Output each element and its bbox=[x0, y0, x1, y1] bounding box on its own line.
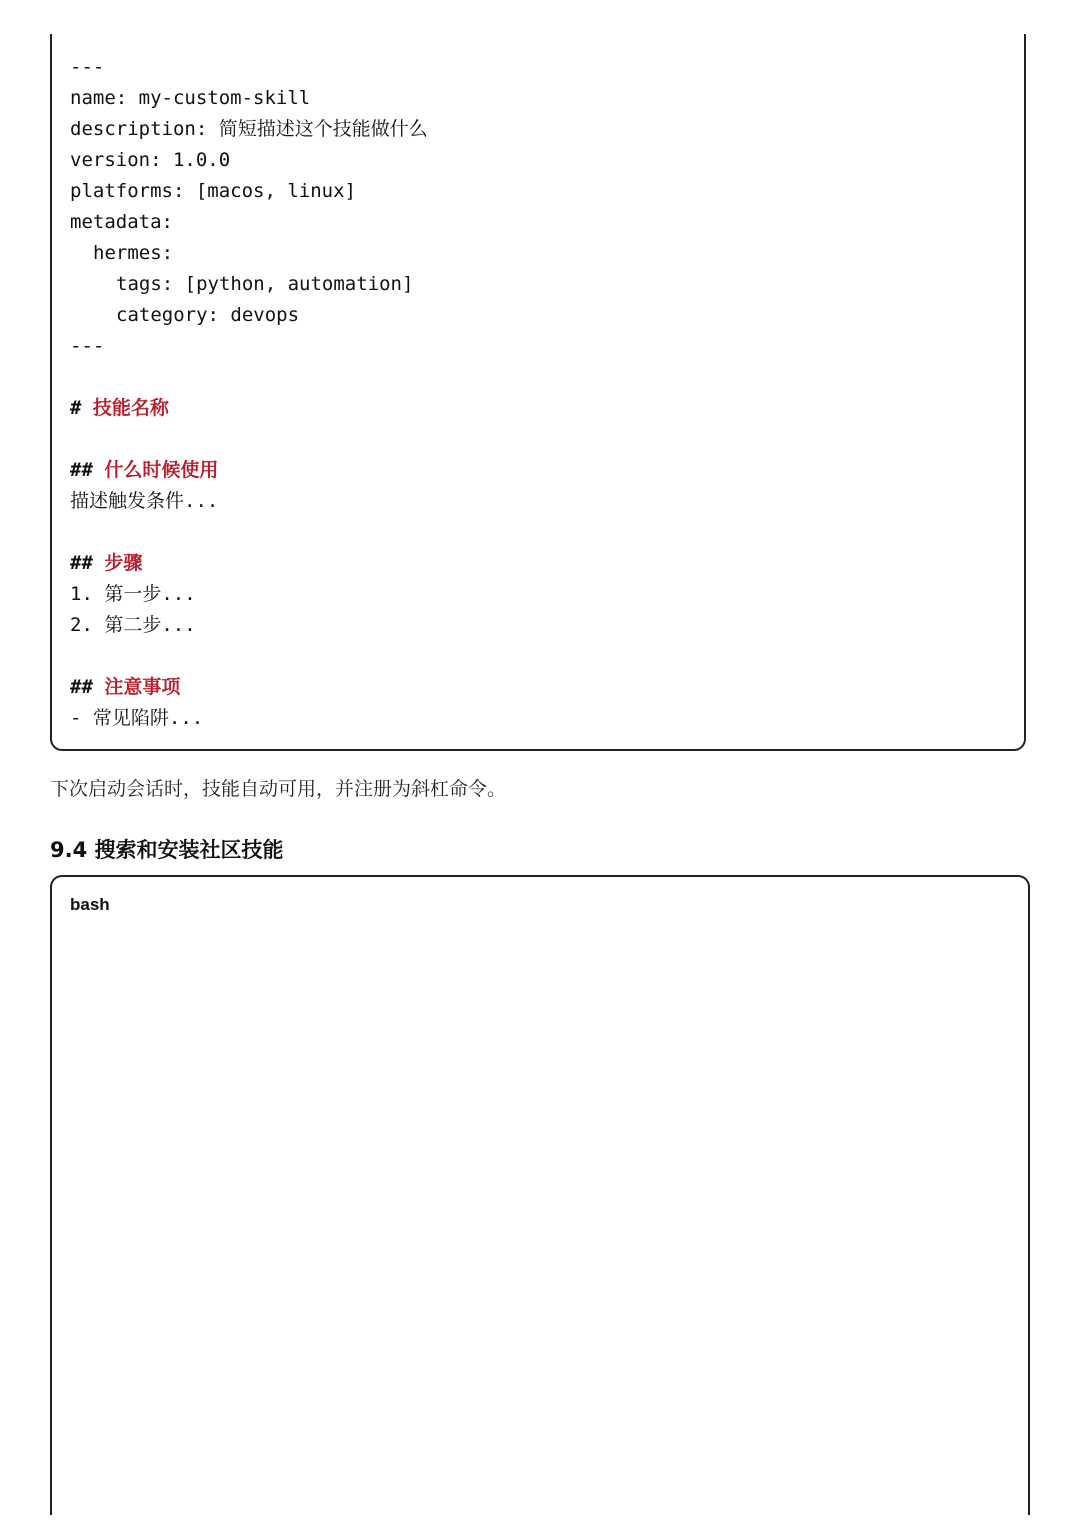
heading-marker: ## bbox=[70, 459, 93, 481]
code-line bbox=[70, 703, 428, 734]
code-line bbox=[70, 579, 428, 610]
bash-code-block bbox=[50, 875, 1030, 1515]
code-line-text: - 常见陷阱... bbox=[70, 707, 204, 729]
code-language-label: bash bbox=[70, 895, 110, 914]
code-line-text: 1. 第一步... bbox=[70, 583, 196, 605]
code-line-text: version: 1.0.0 bbox=[70, 149, 231, 171]
code-line bbox=[70, 331, 428, 362]
code-line bbox=[70, 486, 428, 517]
code-line-text: --- bbox=[70, 56, 105, 78]
code-line bbox=[70, 176, 428, 207]
code-heading-line bbox=[70, 548, 428, 579]
heading-text: 注意事项 bbox=[104, 676, 181, 698]
code-line bbox=[70, 610, 428, 641]
code-line bbox=[70, 114, 428, 145]
code-line-text: description: 简短描述这个技能做什么 bbox=[70, 118, 428, 140]
heading-text: 什么时候使用 bbox=[104, 459, 219, 481]
code-line-text: 2. 第二步... bbox=[70, 614, 196, 636]
heading-marker: ## bbox=[70, 552, 93, 574]
heading-marker: ## bbox=[70, 676, 93, 698]
code-line-text: metadata: bbox=[70, 211, 173, 233]
heading-text: 技能名称 bbox=[92, 397, 169, 419]
code-line-text: --- bbox=[70, 335, 105, 357]
section-heading: 9.4 搜索和安装社区技能 bbox=[50, 838, 284, 862]
code-line bbox=[70, 362, 428, 393]
code-line bbox=[70, 145, 428, 176]
code-line-text: 描述触发条件... bbox=[70, 490, 219, 512]
code-line bbox=[70, 52, 428, 83]
code-line bbox=[70, 517, 428, 548]
code-lines bbox=[70, 52, 428, 734]
code-line-text: tags: [python, automation] bbox=[116, 273, 414, 295]
code-line bbox=[70, 207, 428, 238]
code-line-text: platforms: [macos, linux] bbox=[70, 180, 356, 202]
code-line-text: name: my-custom-skill bbox=[70, 87, 311, 109]
code-line bbox=[70, 300, 428, 331]
code-line bbox=[70, 641, 428, 672]
heading-text: 步骤 bbox=[104, 552, 143, 574]
code-line bbox=[70, 83, 428, 114]
code-heading-line bbox=[70, 393, 428, 424]
body-paragraph: 下次启动会话时，技能自动可用，并注册为斜杠命令。 bbox=[50, 778, 507, 800]
code-heading-line bbox=[70, 672, 428, 703]
heading-marker: # bbox=[70, 397, 82, 419]
code-line bbox=[70, 269, 428, 300]
code-line-text: category: devops bbox=[116, 304, 300, 326]
code-line bbox=[70, 238, 428, 269]
code-line-text: hermes: bbox=[93, 242, 174, 264]
code-line bbox=[70, 424, 428, 455]
code-heading-line bbox=[70, 455, 428, 486]
